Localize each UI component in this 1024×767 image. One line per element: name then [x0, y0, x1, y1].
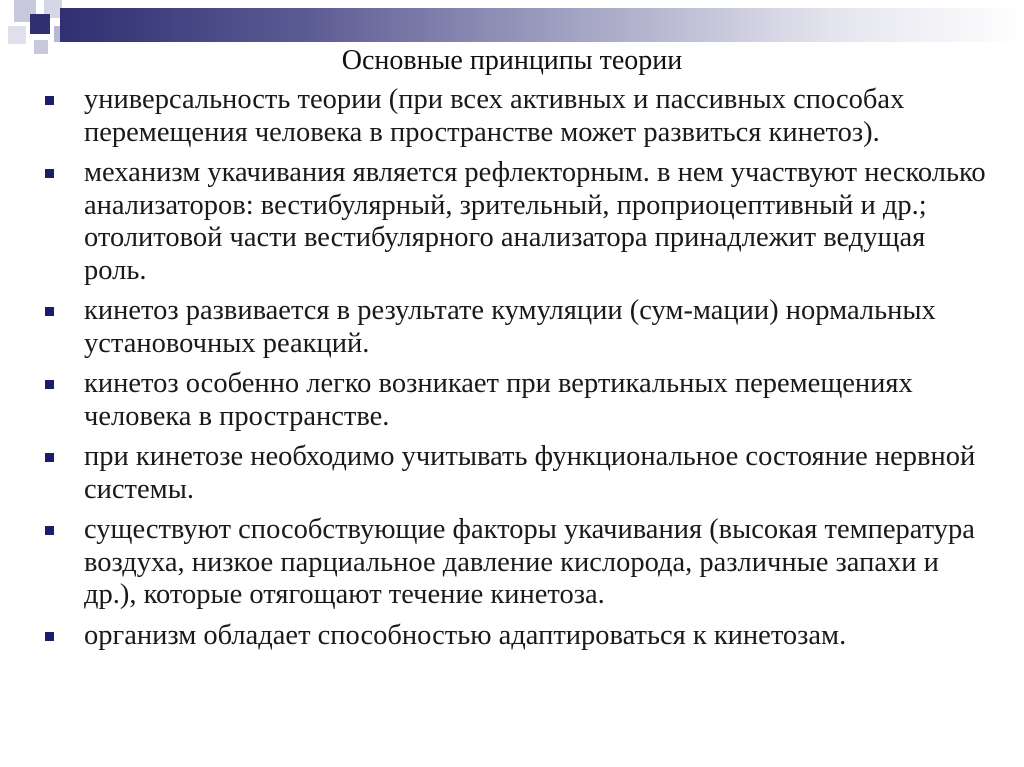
list-item [42, 441, 992, 506]
bullet-text: универсальность теории (при всех активных и пассивных способах перемещения человека в пространстве может развиться кинетоз). [84, 84, 905, 148]
square-bullet-icon [45, 526, 54, 535]
bullet-list [42, 84, 992, 660]
list-item [42, 295, 992, 360]
list-item [42, 368, 992, 433]
square-bullet-icon [45, 307, 54, 316]
bullet-text: организм обладает способностью адаптироваться к кинетозам. [84, 619, 847, 651]
square-bullet-icon [45, 96, 54, 105]
deco-square [30, 14, 50, 34]
square-bullet-icon [45, 632, 54, 641]
bullet-text: кинетоз развивается в результате кумуляции (сум-мации) нормальных установочных реакций. [84, 295, 936, 359]
list-item [42, 514, 992, 612]
slide-title: Основные принципы теории [341, 45, 683, 76]
deco-square [8, 26, 26, 44]
square-bullet-icon [45, 380, 54, 389]
bullet-text: кинетоз особенно легко возникает при вертикальных перемещениях человека в пространстве. [84, 368, 913, 432]
bullet-text: механизм укачивания является рефлекторным. в нем участвуют несколько анализаторов: вестибулярный, зрительный, проприоцептивный и др.; отолитовой части вестибулярного анализатора принадлежит ведущая роль. [84, 157, 986, 286]
list-item [42, 84, 992, 149]
bullet-text: при кинетозе необходимо учитывать функциональное состояние нервной системы. [84, 441, 976, 505]
list-item [42, 157, 992, 287]
bullet-text: существуют способствующие факторы укачивания (высокая температура воздуха, низкое парциальное давление кислорода, различные запахи и др.), которые отягощают течение кинетоза. [84, 514, 975, 610]
square-bullet-icon [45, 453, 54, 462]
list-item [42, 620, 992, 653]
header-gradient-bar [60, 8, 1024, 42]
square-bullet-icon [45, 169, 54, 178]
